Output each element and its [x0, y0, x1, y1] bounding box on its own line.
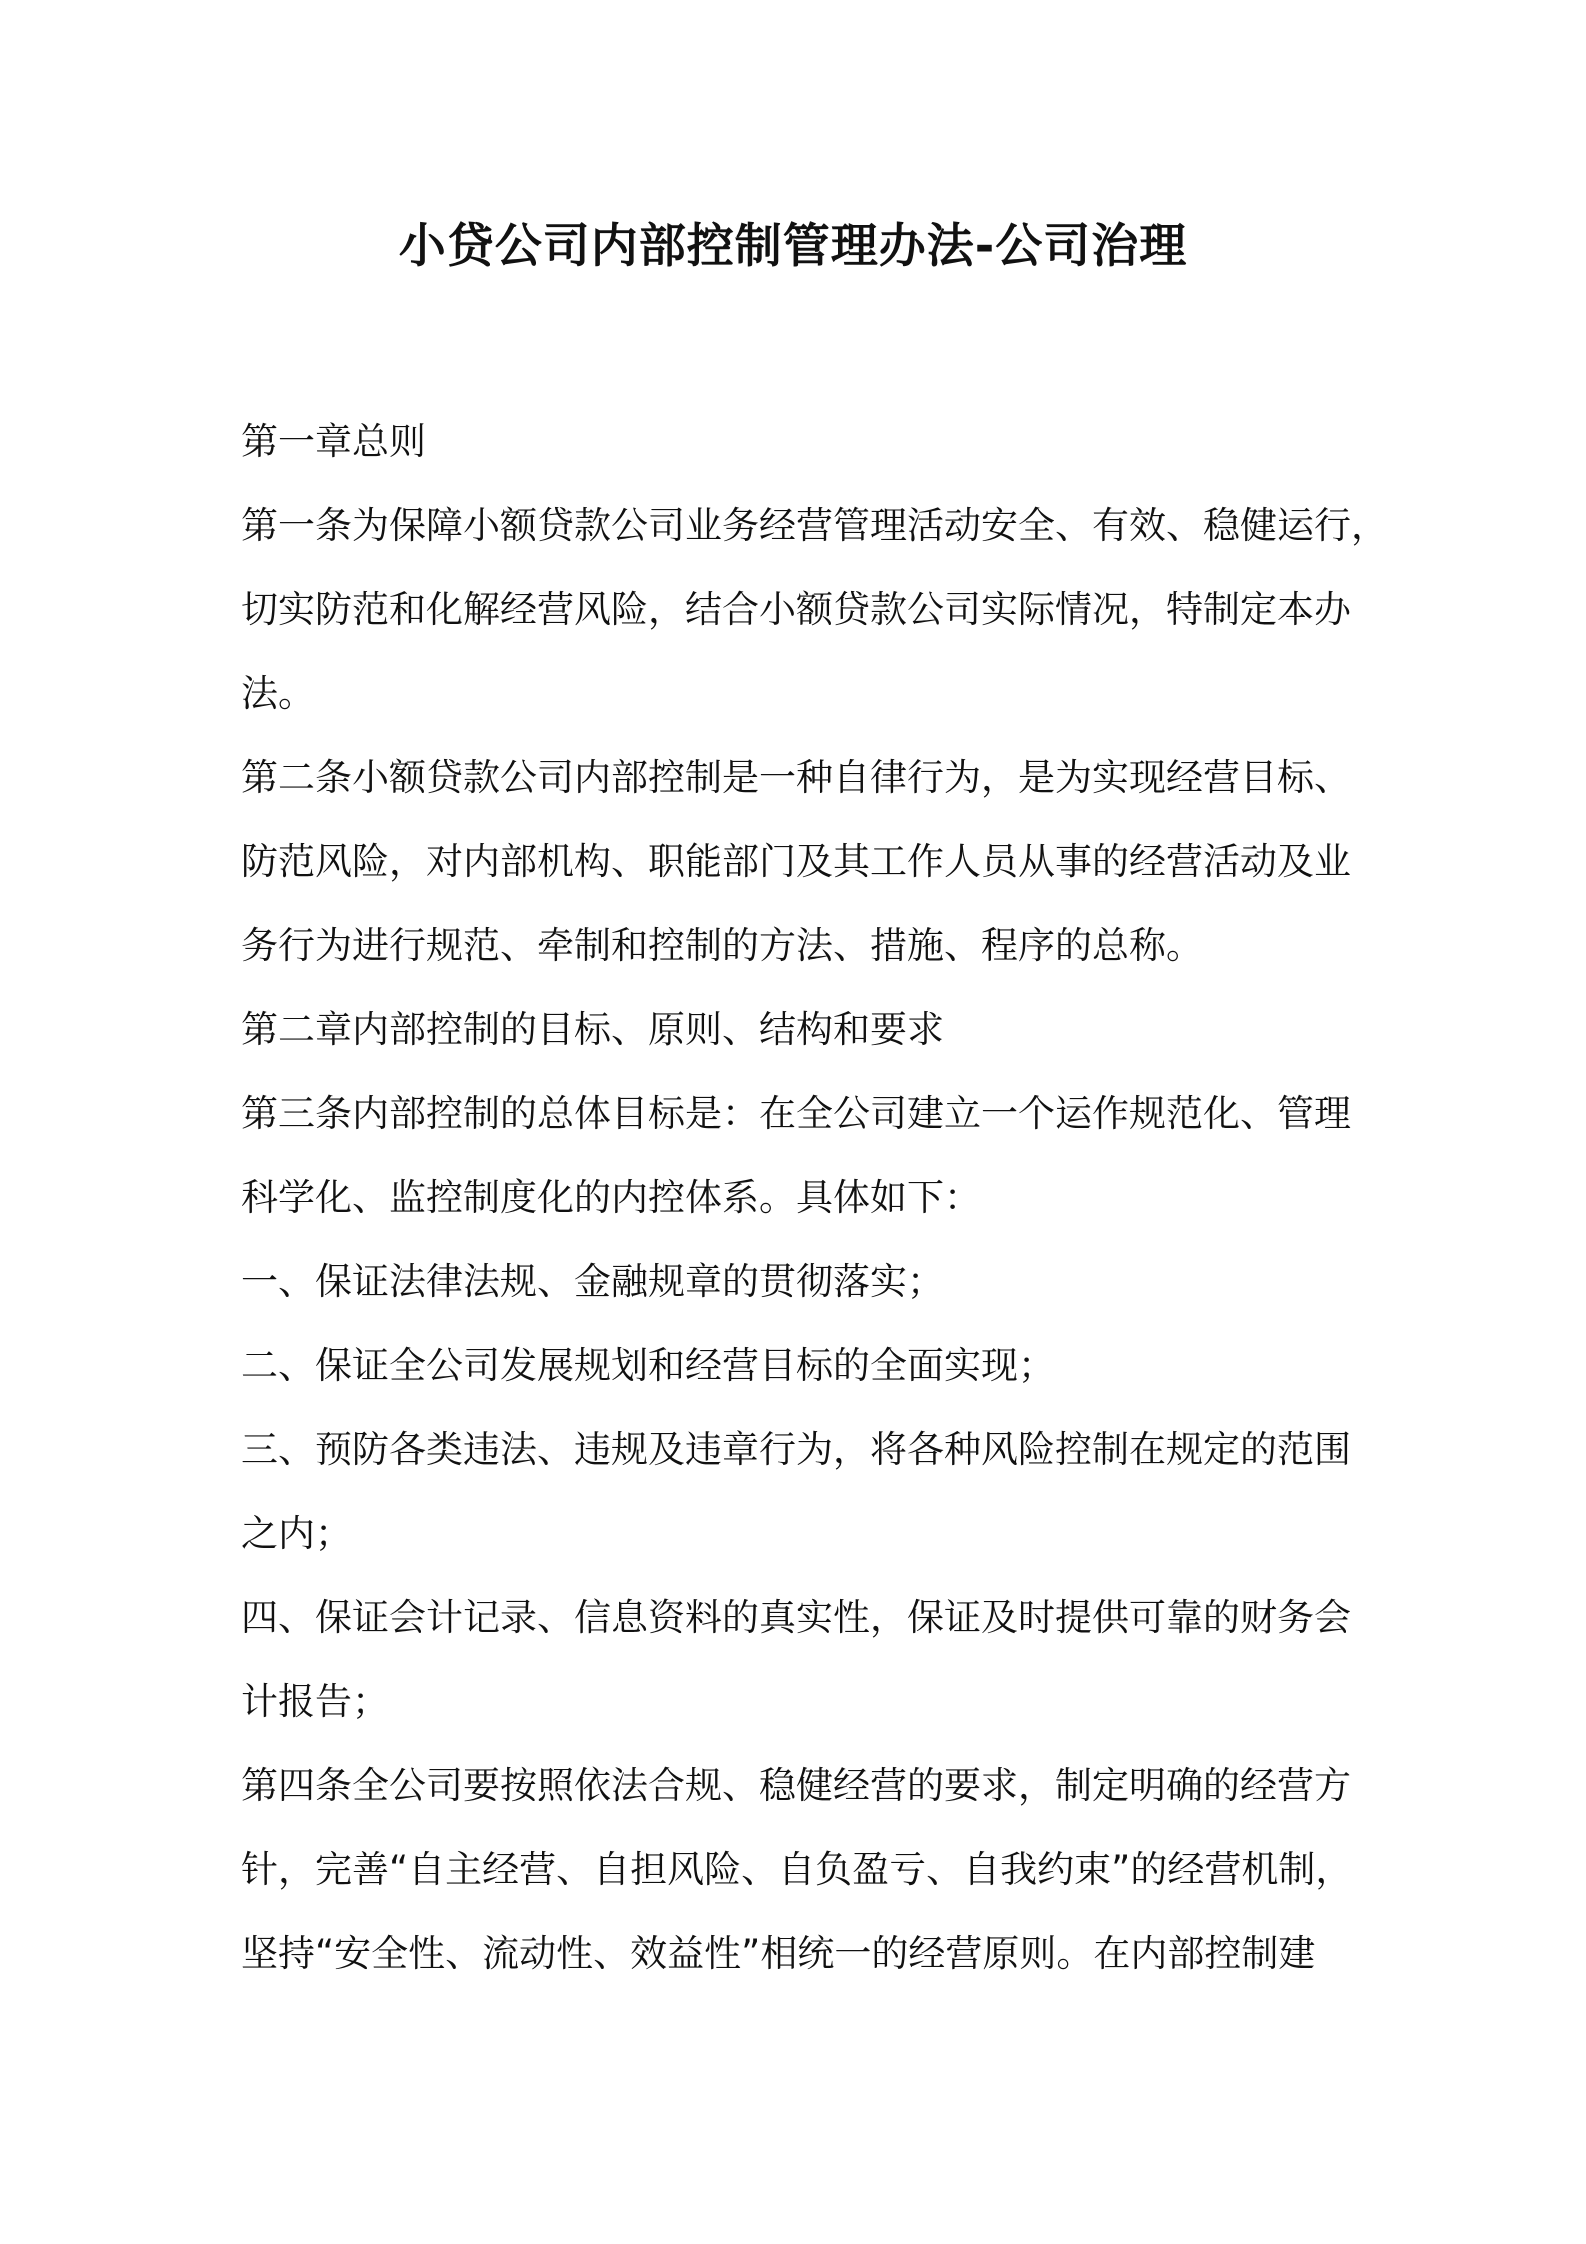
text-line: 二、保证全公司发展规划和经营目标的全面实现；	[241, 1344, 1055, 1387]
text-line: 三、预防各类违法、违规及违章行为，将各种风险控制在规定的范围	[241, 1428, 1351, 1471]
text-line: 第三条内部控制的总体目标是：在全公司建立一个运作规范化、管理	[241, 1092, 1351, 1135]
text-line: 四、保证会计记录、信息资料的真实性，保证及时提供可靠的财务会	[241, 1596, 1351, 1639]
text-line-chapter-1: 第一章总则	[241, 420, 426, 463]
text-line: 法。	[241, 672, 315, 715]
document-body	[241, 400, 1388, 1996]
text-line: 一、保证法律法规、金融规章的贯彻落实；	[241, 1260, 944, 1303]
text-line: 科学化、监控制度化的内控体系。具体如下：	[241, 1176, 981, 1219]
text-line: 防范风险，对内部机构、职能部门及其工作人员从事的经营活动及业	[241, 840, 1351, 883]
text-line: 务行为进行规范、牵制和控制的方法、措施、程序的总称。	[241, 924, 1203, 967]
text-line: 针，完善“自主经营、自担风险、自负盈亏、自我约束”的经营机制，	[241, 1848, 1353, 1891]
text-line: 第一条为保障小额贷款公司业务经营管理活动安全、有效、稳健运行，	[241, 504, 1388, 547]
document-title: 小贷公司内部控制管理办法-公司治理	[398, 219, 1188, 274]
text-line: 切实防范和化解经营风险，结合小额贷款公司实际情况，特制定本办	[241, 588, 1351, 631]
text-line: 之内；	[241, 1512, 352, 1555]
text-line: 计报告；	[241, 1680, 389, 1723]
text-line: 坚持“安全性、流动性、效益性”相统一的经营原则。在内部控制建	[241, 1932, 1316, 1975]
text-line-chapter-2: 第二章内部控制的目标、原则、结构和要求	[241, 1008, 944, 1051]
text-line: 第二条小额贷款公司内部控制是一种自律行为，是为实现经营目标、	[241, 756, 1351, 799]
text-line: 第四条全公司要按照依法合规、稳健经营的要求，制定明确的经营方	[241, 1764, 1351, 1807]
